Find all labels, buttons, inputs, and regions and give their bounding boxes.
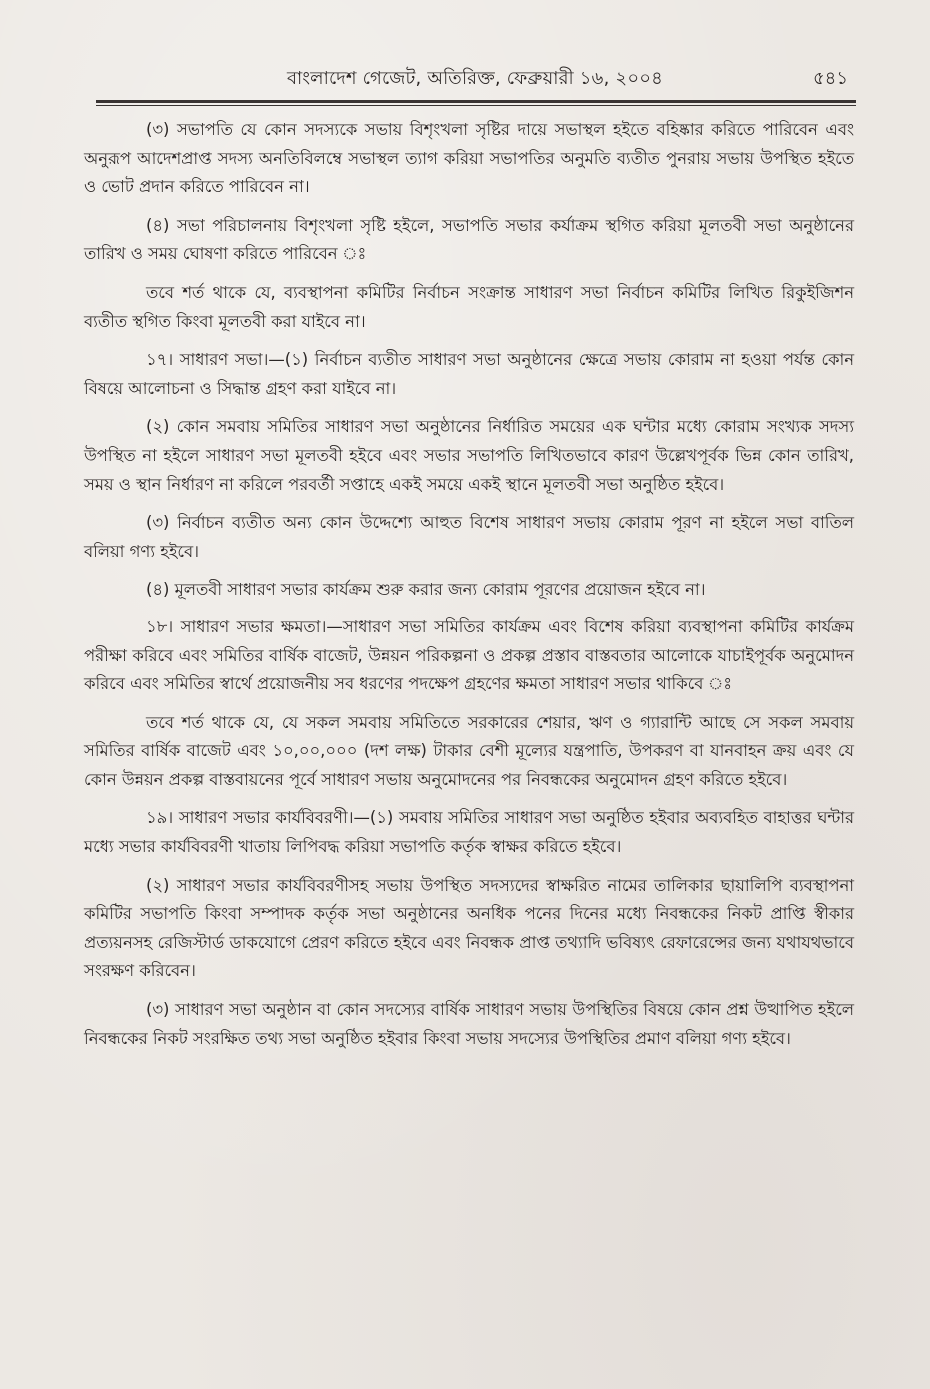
section-17-1: ১৭। সাধারণ সভা।—(১) নির্বাচন ব্যতীত সাধারণ সভা অনুষ্ঠানের ক্ষেত্রে সভায় কোরাম না হওয়া পর্যন্ত কোন বিষয়ে আলোচনা ও সিদ্ধান্ত গ্রহণ করা যাইবে না।: [84, 350, 854, 398]
section-19-3: (৩) সাধারণ সভা অনুষ্ঠান বা কোন সদস্যের বার্ষিক সাধারণ সভায় উপস্থিতির বিষয়ে কোন প্রশ্ন উত্থাপিত হইলে নিবন্ধকের নিকট সংরক্ষিত তথ্য সভা অনুষ্ঠিত হইবার কিংবা সভায় সদস্যের উপস্থিতির প্রমাণ বলিয়া গণ্য হইবে।: [84, 1000, 854, 1048]
section-17-3: (৩) নির্বাচন ব্যতীত অন্য কোন উদ্দেশ্যে আহুত বিশেষ সাধারণ সভায় কোরাম পূরণ না হইলে সভা বাতিল বলিয়া গণ্য হইবে।: [84, 513, 854, 561]
section-17-2: (২) কোন সমবায় সমিতির সাধারণ সভা অনুষ্ঠানের নির্ধারিত সময়ের এক ঘন্টার মধ্যে কোরাম সংখ্যক সদস্য উপস্থিত না হইলে সাধারণ সভা মূলতবী হইবে এবং সভার সভাপতি লিখিতভাবে কারণ উল্লেখপূর্বক ভিন্ন কোন তারিখ, সময় ও স্থান নির্ধারণ না করিলে পরবর্তী সপ্তাহে একই সময়ে একই স্থানে মূলতবী সভা অনুষ্ঠিত হইবে।: [84, 417, 854, 494]
header-rule-thin: [96, 105, 856, 106]
page-header: [96, 58, 854, 100]
page-number: ৫৪১: [812, 68, 848, 89]
gazette-title: বাংলাদেশ গেজেট, অতিরিক্ত, ফেব্রুয়ারী ১৬, ২০০৪: [286, 68, 664, 89]
clause-16-4: (৪) সভা পরিচালনায় বিশৃংখলা সৃষ্টি হইলে, সভাপতি সভার কর্যাক্রম স্থগিত করিয়া মূলতবী সভা অনুষ্ঠানের তারিখ ও সময় ঘোষণা করিতে পারিবেন ঃ: [84, 215, 854, 264]
clause-16-3: (৩) সভাপতি যে কোন সদস্যকে সভায় বিশৃংখলা সৃষ্টির দায়ে সভাস্থল হইতে বহিষ্কার করিতে পারিবেন এবং অনুরূপ আদেশপ্রাপ্ত সদস্য অনতিবিলম্বে সভাস্থল ত্যাগ করিয়া সভাপতির অনুমতি ব্যতীত পুনরায় সভায় উপস্থিত হইতে ও ভোট প্রদান করিতে পারিবেন না।: [84, 120, 854, 197]
section-19-1: ১৯। সাধারণ সভার কার্যবিবরণী।—(১) সমবায় সমিতির সাধারণ সভা অনুষ্ঠিত হইবার অব্যবহিত বাহাত্তর ঘন্টার মধ্যে সভার কার্যবিবরণী খাতায় লিপিবদ্ধ করিয়া সভাপতি কর্তৃক স্বাক্ষর করিতে হইবে।: [84, 808, 854, 857]
section-19-2: (২) সাধারণ সভার কার্যবিবরণীসহ সভায় উপস্থিত সদস্যদের স্বাক্ষরিত নামের তালিকার ছায়ালিপি ব্যবস্থাপনা কমিটির সভাপতি কিংবা সম্পাদক কর্তৃক সভা অনুষ্ঠানের অনধিক পনের দিনের মধ্যে নিবন্ধকের নিকট প্রাপ্তি স্বীকার প্রত্যয়নসহ রেজিস্টার্ড ডাকযোগে প্রেরণ করিতে হইবে এবং নিবন্ধক প্রাপ্ত তথ্যাদি ভবিষ্যৎ রেফারেন্সের জন্য যথাযথভাবে সংরক্ষণ করিবেন।: [84, 875, 854, 981]
header-rule-thick: [96, 100, 856, 103]
section-18: ১৮। সাধারণ সভার ক্ষমতা।—সাধারণ সভা সমিতির কার্যক্রম এবং বিশেষ করিয়া ব্যবস্থাপনা কমিটির কার্যক্রম পরীক্ষা করিবে এবং সমিতির বার্ষিক বাজেট, উন্নয়ন পরিকল্পনা ও প্রকল্প প্রস্তাব বাস্তবতার আলোকে যাচাইপূর্বক অনুমোদন করিবে এবং সমিতির স্বার্থে প্রয়োজনীয় সব ধরণের পদক্ষেপ গ্রহণের ক্ষমতা সাধারণ সভার থাকিবে ঃ: [84, 616, 854, 694]
section-18-proviso: তবে শর্ত থাকে যে, যে সকল সমবায় সমিতিতে সরকারের শেয়ার, ঋণ ও গ্যারান্টি আছে সে সকল সমবায় সমিতির বার্ষিক বাজেট এবং ১০,০০,০০০ (দশ লক্ষ) টাকার বেশী মূল্যের যন্ত্রপাতি, উপকরণ বা যানবাহন ক্রয় এবং যে কোন উন্নয়ন প্রকল্প বাস্তবায়নের পূর্বে সাধারণ সভায় অনুমোদনের পর নিবন্ধকের অনুমোদন গ্রহণ করিতে হইবে।: [84, 712, 854, 789]
document-body: [84, 116, 854, 1063]
section-17-4: (৪) মূলতবী সাধারণ সভার কার্যক্রম শুরু করার জন্য কোরাম পূরণের প্রয়োজন হইবে না।: [146, 580, 706, 600]
clause-16-4-proviso: তবে শর্ত থাকে যে, ব্যবস্থাপনা কমিটির নির্বাচন সংক্রান্ত সাধারণ সভা নির্বাচন কমিটির লিখিত রিকুইজিশন ব্যতীত স্থগিত কিংবা মূলতবী করা যাইবে না।: [84, 282, 854, 331]
